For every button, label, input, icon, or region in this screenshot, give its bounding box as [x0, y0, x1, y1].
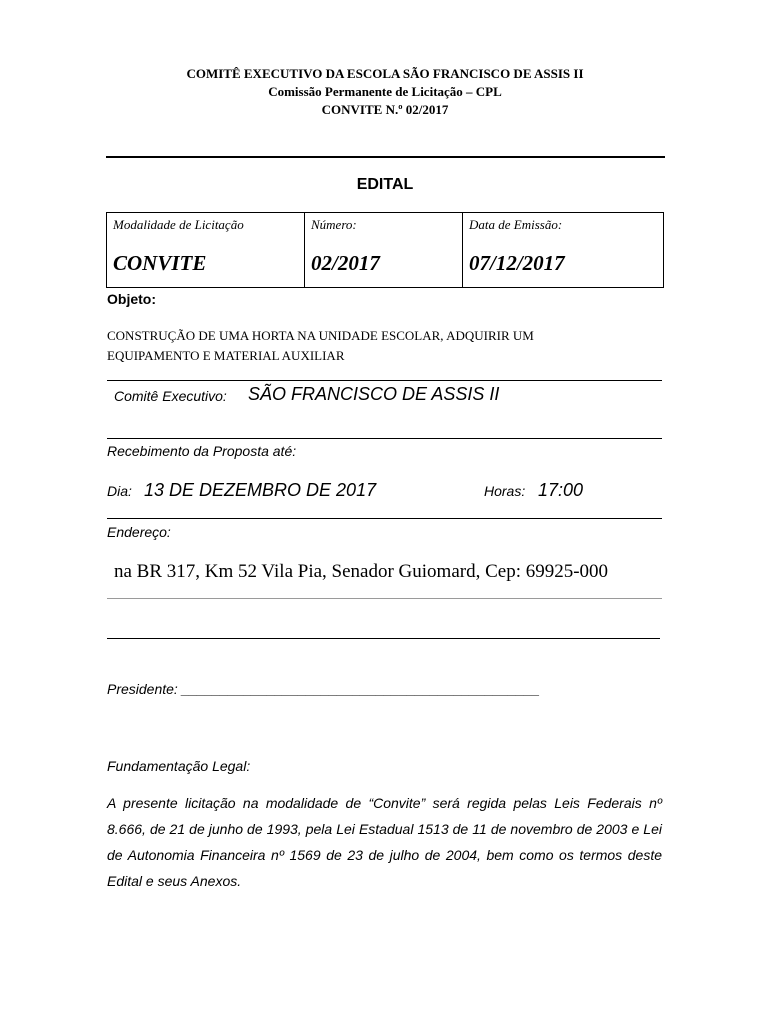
issue-date-value: 07/12/2017 [469, 251, 565, 275]
header-committee-title: COMITÊ EXECUTIVO DA ESCOLA SÃO FRANCISCO DE ASSIS II [186, 66, 584, 81]
address-value: na BR 317, Km 52 Vila Pia, Senador Guiomard, Cep: 69925-000 [114, 561, 609, 582]
modality-label: Modalidade de Licitação [113, 217, 244, 232]
legal-basis-label: Fundamentação Legal: [107, 758, 251, 774]
header-commission: Comissão Permanente de Licitação – CPL [268, 84, 502, 99]
hours-label: Horas: [484, 483, 526, 499]
modality-value: CONVITE [113, 251, 207, 275]
header-divider [106, 156, 665, 158]
blank-line [107, 638, 660, 639]
modality-cell [107, 213, 304, 287]
number-label: Número: [311, 217, 357, 232]
object-label: Objeto: [107, 291, 156, 307]
day-label: Dia: [107, 483, 132, 499]
object-line-2: EQUIPAMENTO E MATERIAL AUXILIAR [107, 348, 345, 363]
divider-object [107, 380, 662, 381]
issue-date-cell [462, 213, 663, 287]
legal-basis-text: A presente licitação na modalidade de “Convite” será regida pelas Leis Federais nº 8.666, de 21 de junho de 1993, pela Lei Estadual 1513 de 11 de novembro de 2003 e Lei de Autonomia Financeira nº 1569 de 23 de julho de 2004, bem como os termos deste Edital e seus Anexos. [107, 795, 662, 889]
hours-value: 17:00 [538, 480, 584, 500]
object-line-1: CONSTRUÇÃO DE UMA HORTA NA UNIDADE ESCOLAR, ADQUIRIR UM [107, 328, 534, 343]
divider-committee [107, 438, 662, 439]
divider-address [107, 598, 662, 599]
header-invitation-number: CONVITE N.º 02/2017 [321, 102, 449, 117]
bid-info-table [106, 212, 664, 288]
receipt-label: Recebimento da Proposta até: [107, 443, 297, 459]
committee-label: Comitê Executivo: [114, 388, 227, 404]
address-label: Endereço: [107, 524, 171, 540]
divider-receipt [107, 518, 662, 519]
issue-date-label: Data de Emissão: [469, 217, 563, 232]
edital-title: EDITAL [356, 176, 414, 193]
president-signature-line: Presidente: ______________________________________________ [107, 681, 540, 697]
number-value: 02/2017 [311, 251, 380, 275]
committee-value: SÃO FRANCISCO DE ASSIS II [248, 384, 500, 404]
number-cell [304, 213, 462, 287]
day-value: 13 DE DEZEMBRO DE 2017 [144, 480, 377, 500]
